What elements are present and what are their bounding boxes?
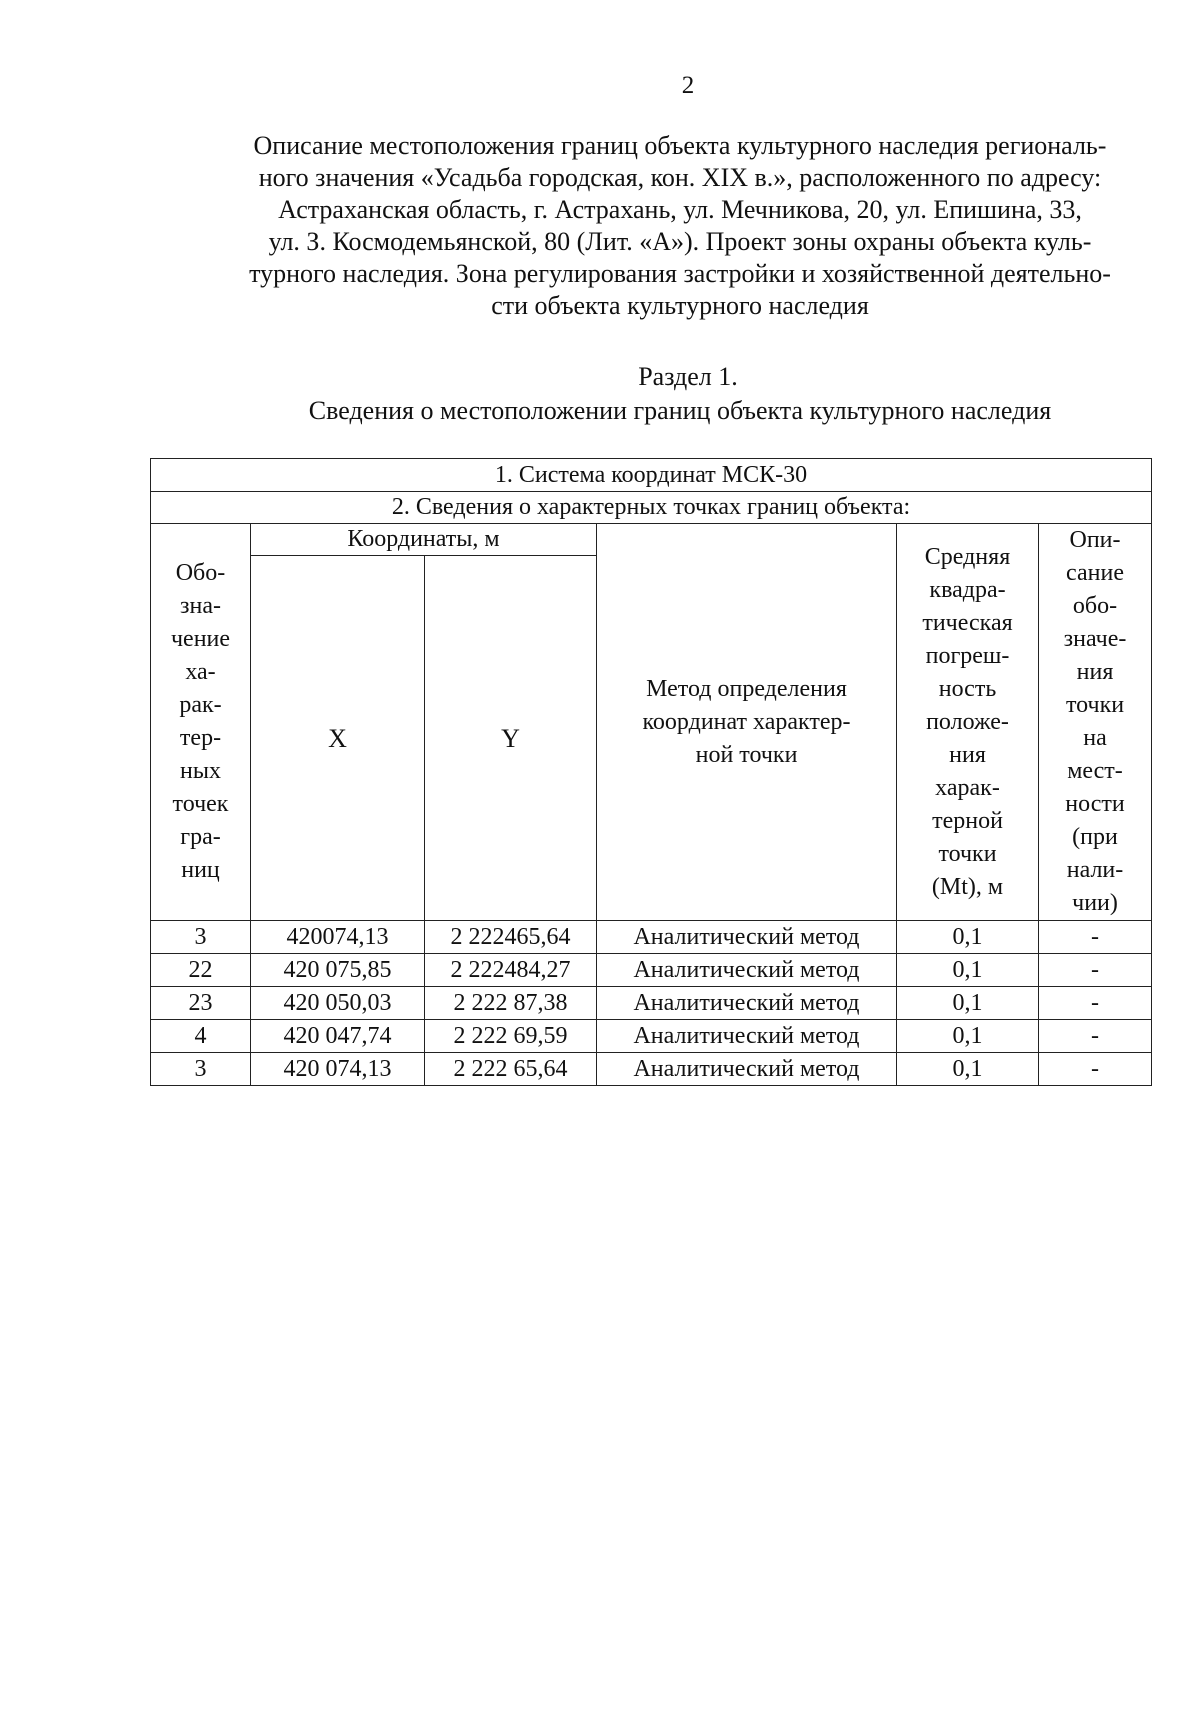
- header-line: чии): [1072, 890, 1118, 916]
- description-cell: -: [1039, 1020, 1152, 1053]
- title-line: сти объекта культурного наследия: [491, 291, 869, 320]
- header-line: нали-: [1066, 857, 1124, 883]
- header-line: Метод определения: [646, 675, 847, 702]
- title-line: ул. З. Космодемьянской, 80 (Лит. «А»). Проект зоны охраны объекта куль-: [268, 227, 1092, 256]
- mt-cell: 0,1: [897, 921, 1039, 954]
- header-line: ния: [949, 741, 986, 768]
- point-cell: 3: [151, 921, 251, 954]
- table-row: [151, 1020, 1152, 1053]
- method-header: [597, 524, 897, 921]
- method-cell: Аналитический метод: [597, 1053, 897, 1086]
- header-line: погреш-: [925, 642, 1010, 669]
- title-line: ного значения «Усадьба городская, кон. XIX в.», расположенного по адресу:: [258, 163, 1102, 192]
- point-cell: 3: [151, 1053, 251, 1086]
- header-line: тер-: [179, 725, 222, 751]
- page-number: 2: [681, 72, 695, 99]
- header-line: ных: [180, 758, 221, 784]
- header-line: квадра-: [929, 576, 1006, 603]
- header-line: координат характер-: [642, 708, 851, 735]
- header-line: тическая: [922, 609, 1013, 636]
- designation-header: [151, 524, 251, 921]
- description-cell: -: [1039, 954, 1152, 987]
- y-cell: 2 222 65,64: [425, 1053, 597, 1086]
- header-line: обо-: [1072, 593, 1118, 619]
- x-cell: 420 050,03: [251, 987, 425, 1020]
- section-title: Сведения о местоположении границ объекта культурного наследия: [308, 396, 1052, 425]
- header-line: ной точки: [695, 741, 798, 768]
- y-cell: 2 222465,64: [425, 921, 597, 954]
- header-line: точки: [938, 840, 997, 867]
- header-line: Средняя: [924, 543, 1011, 570]
- description-cell: -: [1039, 921, 1152, 954]
- y-cell: 2 222 87,38: [425, 987, 597, 1020]
- mt-cell: 0,1: [897, 1053, 1039, 1086]
- method-cell: Аналитический метод: [597, 954, 897, 987]
- header-line: точки: [1065, 692, 1125, 718]
- header-line: (при: [1072, 824, 1118, 850]
- header-line: чение: [170, 626, 231, 652]
- header-line: ния: [1076, 659, 1114, 685]
- header-line: (Mt), м: [931, 873, 1004, 900]
- header-line: харак-: [935, 774, 1000, 801]
- header-line: ха-: [185, 659, 216, 685]
- x-cell: 420074,13: [251, 921, 425, 954]
- header-line: ниц: [181, 857, 220, 883]
- header-line: ность: [938, 675, 997, 702]
- header-line: ности: [1065, 791, 1125, 817]
- x-cell: 420 074,13: [251, 1053, 425, 1086]
- header-line: зна-: [180, 593, 221, 619]
- table-row: [151, 921, 1152, 954]
- table-row: [151, 954, 1152, 987]
- section-number: Раздел 1.: [638, 362, 738, 391]
- title-line: Описание местоположения границ объекта культурного наследия региональ-: [253, 131, 1107, 160]
- y-header: Y: [425, 556, 597, 921]
- boundary-points-table: [150, 458, 1152, 1086]
- header-line: на: [1083, 725, 1107, 751]
- method-cell: Аналитический метод: [597, 987, 897, 1020]
- header-line: Опи-: [1069, 527, 1121, 553]
- table-row: [151, 1053, 1152, 1086]
- method-cell: Аналитический метод: [597, 1020, 897, 1053]
- method-cell: Аналитический метод: [597, 921, 897, 954]
- header-line: рак-: [179, 692, 222, 718]
- point-cell: 4: [151, 1020, 251, 1053]
- x-cell: 420 047,74: [251, 1020, 425, 1053]
- coordinate-system-heading: 1. Система координат МСК-30: [151, 459, 1152, 492]
- header-line: терной: [932, 807, 1003, 834]
- header-line: точек: [172, 791, 229, 817]
- header-line: мест-: [1067, 758, 1123, 784]
- header-line: гра-: [180, 824, 221, 850]
- header-line: положе-: [926, 708, 1009, 735]
- error-header: [897, 524, 1039, 921]
- mt-cell: 0,1: [897, 954, 1039, 987]
- mt-cell: 0,1: [897, 1020, 1039, 1053]
- coordinates-header: Координаты, м: [251, 524, 597, 556]
- x-header: X: [251, 556, 425, 921]
- title-line: турного наследия. Зона регулирования застройки и хозяйственной деятельно-: [249, 259, 1111, 288]
- point-cell: 22: [151, 954, 251, 987]
- document-title: [200, 130, 1160, 322]
- header-line: Обо-: [175, 560, 226, 586]
- y-cell: 2 222484,27: [425, 954, 597, 987]
- table-row: [151, 987, 1152, 1020]
- description-header: [1039, 524, 1152, 921]
- mt-cell: 0,1: [897, 987, 1039, 1020]
- point-cell: 23: [151, 987, 251, 1020]
- description-cell: -: [1039, 987, 1152, 1020]
- y-cell: 2 222 69,59: [425, 1020, 597, 1053]
- header-line: значе-: [1063, 626, 1127, 652]
- header-line: сание: [1066, 560, 1124, 586]
- title-line: Астраханская область, г. Астрахань, ул. Мечникова, 20, ул. Епишина, 33,: [278, 195, 1082, 224]
- points-heading: 2. Сведения о характерных точках границ объекта:: [151, 492, 1152, 524]
- x-cell: 420 075,85: [251, 954, 425, 987]
- description-cell: -: [1039, 1053, 1152, 1086]
